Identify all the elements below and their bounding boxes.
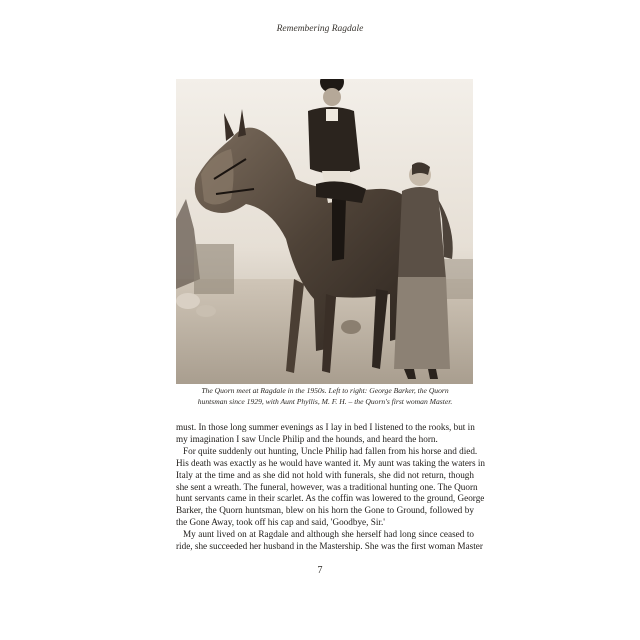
body-line: must. In those long summer evenings as I lay in bed I listened to the rooks, but in	[176, 422, 475, 432]
body-line: ride, she succeeded her husband in the Mastership. She was the first woman Master	[176, 541, 483, 552]
body-line: she sent a wreath. The funeral, however, was a traditional hunting one. The Quorn	[176, 481, 478, 492]
running-head: Remembering Ragdale	[276, 24, 364, 34]
photo-caption	[172, 386, 478, 407]
page-number: 7	[317, 565, 323, 576]
photo-illustration	[176, 79, 473, 384]
caption-line-1: The Quorn meet at Ragdale in the 1950s. Left to right: George Barker, the Quorn	[201, 386, 449, 395]
photograph-huntsman-on-horse	[176, 79, 473, 384]
body-line: my imagination I saw Uncle Philip and the hounds, and heard the horn.	[176, 433, 438, 444]
body-line: hunt servants came in their scarlet. As the coffin was lowered to the ground, George	[176, 493, 485, 504]
body-text	[176, 422, 485, 553]
body-line: Italy at the time and as she did not hold with funerals, she did not return, though	[176, 469, 474, 480]
body-line: His death was exactly as he would have wanted it. My aunt was taking the waters in	[176, 457, 485, 468]
body-line: Barker, the Quorn huntsman, blew on his horn the Gone to Ground, followed by	[176, 505, 474, 516]
body-line: For quite suddenly out hunting, Uncle Philip had fallen from his horse and died.	[183, 445, 478, 456]
body-line: My aunt lived on at Ragdale and although she herself had long since ceased to	[183, 529, 474, 540]
caption-line-2: huntsman since 1929, with Aunt Phyllis, M. F. H. – the Quorn's first woman Master.	[197, 396, 453, 406]
body-line: the Gone Away, took off his cap and said, 'Goodbye, Sir.'	[176, 517, 385, 528]
